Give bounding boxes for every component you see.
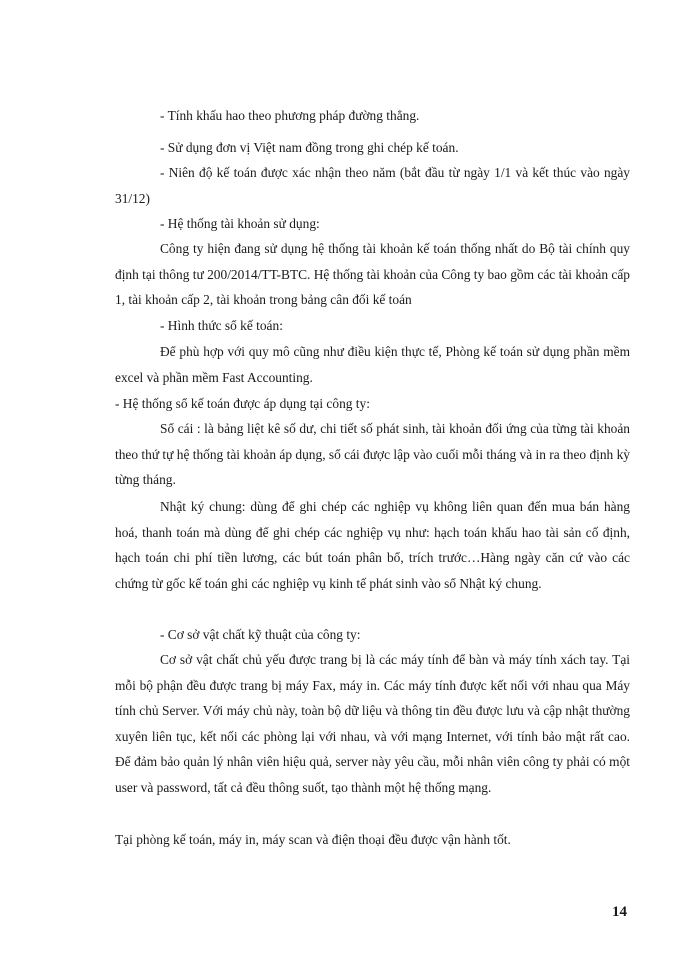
paragraph-ledger-system-heading: - Hệ thống sổ kế toán được áp dụng tại công ty:	[115, 396, 370, 411]
paragraph-account-system: Công ty hiện đang sử dụng hệ thống tài khoản kế toán thống nhất do Bộ tài chính quy định tại thông tư 200/2014/TT-BTC. Hệ thống tài khoản của Công ty bao gồm các tài khoản cấp 1, tài khoản cấp 2, tài khoản trong bảng cân đối kế toán	[115, 241, 630, 307]
paragraph-depreciation: - Tính khấu hao theo phương pháp đường thẳng.	[160, 108, 420, 123]
paragraph-general-ledger: Sổ cái : là bảng liệt kê số dư, chi tiết số phát sinh, tài khoản đối ứng của từng tài khoản theo thứ tự hệ thống tài khoản áp dụng, sổ cái được lập vào cuối mỗi tháng và in ra theo định kỳ từng tháng.	[115, 421, 630, 487]
paragraph-bookkeeping-form-heading: - Hình thức sổ kế toán:	[160, 318, 283, 333]
paragraph-currency: - Sử dụng đơn vị Việt nam đồng trong ghi chép kế toán.	[160, 140, 459, 155]
page-number: 14	[612, 904, 627, 920]
paragraph-infrastructure: Cơ sở vật chất chủ yếu được trang bị là các máy tính để bàn và máy tính xách tay. Tại mỗi bộ phận đều được trang bị máy Fax, máy in. Các máy tính được kết nối với nhau qua Máy tính chủ Server. Với máy chủ này, toàn bộ dữ liệu và thông tin đều được lưu và cập nhật thường xuyên liên tục, kết nối các phòng lại với nhau, và với mạng Internet, với tính bảo mật rất cao. Để đảm bảo quản lý nhân viên hiệu quả, server này yêu cầu, mỗi nhân viên công ty phải có một user và password, tất cả đều thông suốt, tạo thành một hệ thống mạng.	[115, 652, 630, 795]
paragraph-account-system-heading: - Hệ thống tài khoản sử dụng:	[160, 216, 320, 231]
paragraph-fiscal-year: - Niên độ kế toán được xác nhận theo năm (bắt đầu từ ngày 1/1 và kết thúc vào ngày 31/12)	[115, 165, 630, 206]
paragraph-software: Để phù hợp với quy mô cũng như điều kiện thực tế, Phòng kế toán sử dụng phần mềm excel và phần mềm Fast Accounting.	[115, 344, 630, 385]
paragraph-accounting-office: Tại phòng kế toán, máy in, máy scan và điện thoại đều được vận hành tốt.	[115, 832, 511, 847]
paragraph-infrastructure-heading: - Cơ sở vật chất kỹ thuật của công ty:	[160, 627, 361, 642]
paragraph-general-journal: Nhật ký chung: dùng để ghi chép các nghiệp vụ không liên quan đến mua bán hàng hoá, thanh toán mà dùng để ghi chép các nghiệp vụ như: hạch toán khấu hao tài sản cố định, hạch toán chi phí tiền lương, các bút toán phân bổ, trích trước…Hàng ngày căn cứ vào các chứng từ gốc kế toán ghi các nghiệp vụ kinh tế phát sinh vào sổ Nhật ký chung.	[115, 499, 630, 591]
